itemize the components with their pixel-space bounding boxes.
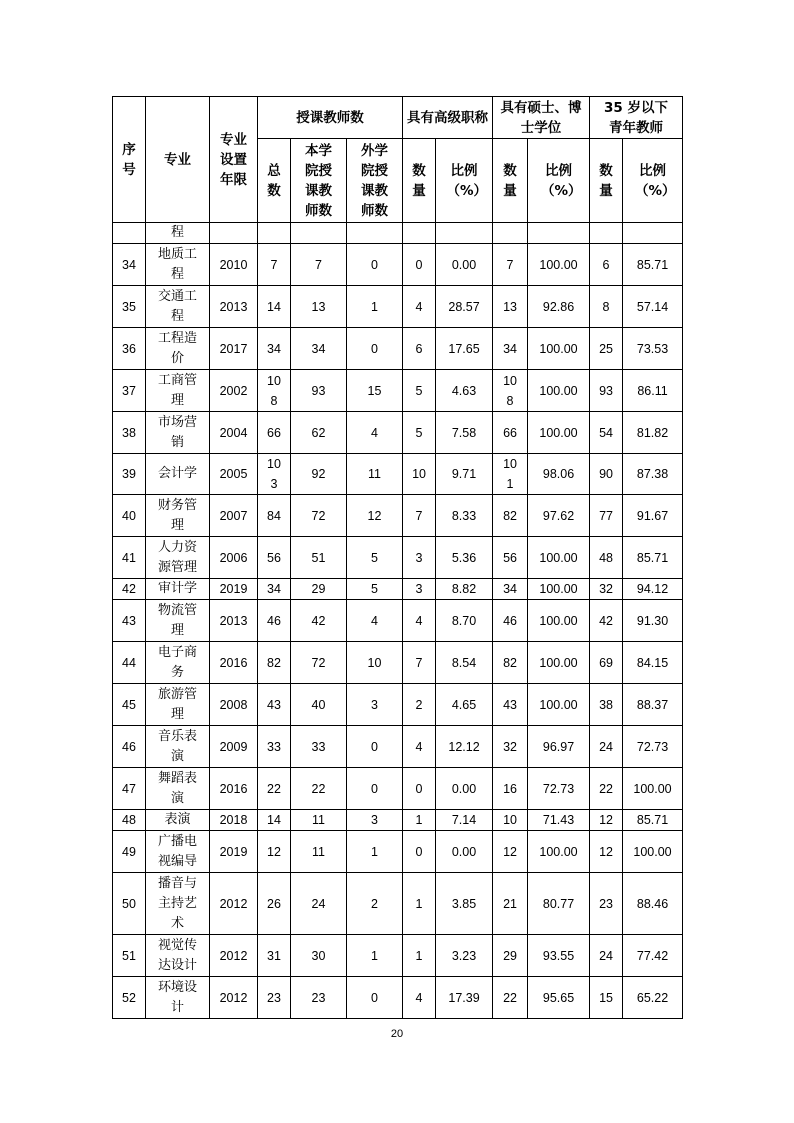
cell-year: 2012 <box>210 873 258 935</box>
cell-senior-count: 4 <box>403 286 436 328</box>
cell-external: 4 <box>347 412 403 454</box>
cell-master-count: 13 <box>493 286 528 328</box>
table-row <box>113 370 683 412</box>
cell-year: 2008 <box>210 684 258 726</box>
cell-senior-count <box>403 223 436 244</box>
cell-external: 0 <box>347 726 403 768</box>
cell-seq: 43 <box>113 600 146 642</box>
cell-total: 82 <box>258 642 291 684</box>
cell-young-ratio: 85.71 <box>623 810 683 831</box>
cell-total: 26 <box>258 873 291 935</box>
header-teachers-group: 授课教师数 <box>258 97 403 139</box>
header-senior-group: 具有高级职称 <box>403 97 493 139</box>
table-row <box>113 831 683 873</box>
cell-master-ratio: 80.77 <box>528 873 590 935</box>
cell-master-ratio: 72.73 <box>528 768 590 810</box>
header-seq: 序号 <box>113 97 146 223</box>
header-teachers-total: 总数 <box>258 139 291 223</box>
cell-seq: 34 <box>113 244 146 286</box>
cell-senior-count: 4 <box>403 600 436 642</box>
cell-master-ratio: 100.00 <box>528 244 590 286</box>
cell-young-count: 24 <box>590 726 623 768</box>
cell-senior-count: 7 <box>403 642 436 684</box>
cell-seq: 37 <box>113 370 146 412</box>
cell-young-ratio: 72.73 <box>623 726 683 768</box>
cell-major: 人力资源管理 <box>146 537 210 579</box>
cell-internal: 29 <box>291 579 347 600</box>
cell-year: 2006 <box>210 537 258 579</box>
header-teachers-internal: 本学院授课教师数 <box>291 139 347 223</box>
cell-senior-ratio: 4.63 <box>436 370 493 412</box>
cell-major: 交通工程 <box>146 286 210 328</box>
cell-year: 2019 <box>210 579 258 600</box>
cell-major: 工程造价 <box>146 328 210 370</box>
cell-master-ratio: 100.00 <box>528 642 590 684</box>
cell-master-count: 22 <box>493 977 528 1019</box>
cell-senior-count: 4 <box>403 977 436 1019</box>
cell-young-count: 38 <box>590 684 623 726</box>
cell-master-ratio: 98.06 <box>528 454 590 495</box>
cell-seq: 48 <box>113 810 146 831</box>
cell-external: 3 <box>347 684 403 726</box>
cell-year: 2007 <box>210 495 258 537</box>
cell-young-count: 24 <box>590 935 623 977</box>
cell-senior-count: 10 <box>403 454 436 495</box>
cell-young-count: 54 <box>590 412 623 454</box>
table-row <box>113 873 683 935</box>
cell-young-ratio: 100.00 <box>623 768 683 810</box>
cell-young-count: 8 <box>590 286 623 328</box>
cell-young-count: 22 <box>590 768 623 810</box>
table-row <box>113 810 683 831</box>
cell-senior-count: 0 <box>403 244 436 286</box>
cell-master-count: 46 <box>493 600 528 642</box>
header-master-group: 具有硕士、博士学位 <box>493 97 590 139</box>
cell-master-count: 66 <box>493 412 528 454</box>
table-row <box>113 768 683 810</box>
cell-master-ratio: 100.00 <box>528 831 590 873</box>
cell-major: 广播电视编导 <box>146 831 210 873</box>
cell-young-count: 23 <box>590 873 623 935</box>
cell-senior-ratio: 0.00 <box>436 244 493 286</box>
cell-young-ratio: 85.71 <box>623 537 683 579</box>
cell-young-ratio: 81.82 <box>623 412 683 454</box>
table-row <box>113 286 683 328</box>
header-master-count: 数量 <box>493 139 528 223</box>
cell-major: 市场营销 <box>146 412 210 454</box>
cell-young-ratio: 100.00 <box>623 831 683 873</box>
cell-master-ratio: 92.86 <box>528 286 590 328</box>
cell-internal: 40 <box>291 684 347 726</box>
cell-total: 43 <box>258 684 291 726</box>
cell-senior-ratio: 0.00 <box>436 768 493 810</box>
cell-total: 56 <box>258 537 291 579</box>
header-major: 专业 <box>146 97 210 223</box>
cell-young-count: 48 <box>590 537 623 579</box>
cell-seq: 46 <box>113 726 146 768</box>
cell-master-ratio: 93.55 <box>528 935 590 977</box>
cell-master-ratio: 100.00 <box>528 370 590 412</box>
header-young-group: 35 岁以下青年教师 <box>590 97 683 139</box>
cell-senior-ratio: 7.14 <box>436 810 493 831</box>
cell-seq <box>113 223 146 244</box>
cell-senior-count: 4 <box>403 726 436 768</box>
header-teachers-external: 外学院授课教师数 <box>347 139 403 223</box>
cell-seq: 42 <box>113 579 146 600</box>
cell-seq: 39 <box>113 454 146 495</box>
cell-master-ratio: 100.00 <box>528 600 590 642</box>
cell-young-ratio: 73.53 <box>623 328 683 370</box>
cell-master-count: 108 <box>493 370 528 412</box>
cell-seq: 51 <box>113 935 146 977</box>
cell-total: 12 <box>258 831 291 873</box>
cell-year: 2016 <box>210 642 258 684</box>
table-row <box>113 935 683 977</box>
cell-senior-ratio: 4.65 <box>436 684 493 726</box>
cell-young-ratio: 86.11 <box>623 370 683 412</box>
cell-senior-ratio: 8.82 <box>436 579 493 600</box>
cell-major: 地质工程 <box>146 244 210 286</box>
cell-young-count: 77 <box>590 495 623 537</box>
cell-senior-ratio: 17.39 <box>436 977 493 1019</box>
cell-year: 2002 <box>210 370 258 412</box>
cell-external <box>347 223 403 244</box>
cell-seq: 41 <box>113 537 146 579</box>
cell-total <box>258 223 291 244</box>
cell-total: 34 <box>258 328 291 370</box>
cell-master-ratio: 95.65 <box>528 977 590 1019</box>
cell-external: 0 <box>347 768 403 810</box>
cell-external: 0 <box>347 977 403 1019</box>
cell-master-count: 29 <box>493 935 528 977</box>
page-number: 20 <box>390 1028 404 1040</box>
cell-master-count <box>493 223 528 244</box>
cell-year: 2013 <box>210 600 258 642</box>
cell-senior-ratio: 7.58 <box>436 412 493 454</box>
cell-internal: 72 <box>291 495 347 537</box>
cell-major: 表演 <box>146 810 210 831</box>
cell-external: 10 <box>347 642 403 684</box>
cell-master-ratio: 96.97 <box>528 726 590 768</box>
cell-major: 环境设计 <box>146 977 210 1019</box>
cell-master-count: 10 <box>493 810 528 831</box>
cell-senior-ratio: 3.23 <box>436 935 493 977</box>
table-row <box>113 642 683 684</box>
cell-young-count: 12 <box>590 810 623 831</box>
cell-internal: 92 <box>291 454 347 495</box>
cell-master-count: 82 <box>493 495 528 537</box>
cell-young-count: 12 <box>590 831 623 873</box>
cell-major: 财务管理 <box>146 495 210 537</box>
cell-master-count: 32 <box>493 726 528 768</box>
cell-senior-ratio: 17.65 <box>436 328 493 370</box>
cell-internal: 34 <box>291 328 347 370</box>
cell-young-ratio: 88.37 <box>623 684 683 726</box>
cell-total: 66 <box>258 412 291 454</box>
table-row <box>113 977 683 1019</box>
cell-seq: 50 <box>113 873 146 935</box>
cell-internal: 11 <box>291 810 347 831</box>
cell-seq: 52 <box>113 977 146 1019</box>
cell-total: 23 <box>258 977 291 1019</box>
cell-internal: 13 <box>291 286 347 328</box>
cell-senior-count: 6 <box>403 328 436 370</box>
cell-major: 会计学 <box>146 454 210 495</box>
cell-young-count <box>590 223 623 244</box>
cell-senior-ratio: 8.54 <box>436 642 493 684</box>
cell-young-count: 15 <box>590 977 623 1019</box>
cell-year: 2009 <box>210 726 258 768</box>
cell-major: 音乐表演 <box>146 726 210 768</box>
cell-external: 11 <box>347 454 403 495</box>
table-row <box>113 495 683 537</box>
header-master-ratio: 比例（%） <box>528 139 590 223</box>
continuation-row <box>113 223 683 244</box>
cell-master-count: 7 <box>493 244 528 286</box>
cell-year: 2016 <box>210 768 258 810</box>
cell-young-ratio: 84.15 <box>623 642 683 684</box>
table-row <box>113 412 683 454</box>
cell-major: 舞蹈表演 <box>146 768 210 810</box>
cell-seq: 38 <box>113 412 146 454</box>
cell-young-ratio: 87.38 <box>623 454 683 495</box>
cell-young-ratio: 57.14 <box>623 286 683 328</box>
cell-master-ratio: 71.43 <box>528 810 590 831</box>
cell-master-ratio: 100.00 <box>528 537 590 579</box>
cell-internal: 23 <box>291 977 347 1019</box>
cell-senior-count: 0 <box>403 831 436 873</box>
cell-senior-ratio: 3.85 <box>436 873 493 935</box>
cell-total: 31 <box>258 935 291 977</box>
cell-internal: 11 <box>291 831 347 873</box>
header-young-count: 数量 <box>590 139 623 223</box>
cell-total: 33 <box>258 726 291 768</box>
cell-young-ratio: 91.67 <box>623 495 683 537</box>
cell-internal: 7 <box>291 244 347 286</box>
cell-internal: 72 <box>291 642 347 684</box>
cell-young-ratio: 77.42 <box>623 935 683 977</box>
cell-young-ratio <box>623 223 683 244</box>
cell-senior-ratio: 5.36 <box>436 537 493 579</box>
cell-internal <box>291 223 347 244</box>
cell-senior-ratio: 28.57 <box>436 286 493 328</box>
header-years: 专业设置年限 <box>210 97 258 223</box>
cell-seq: 44 <box>113 642 146 684</box>
cell-senior-ratio: 0.00 <box>436 831 493 873</box>
cell-young-count: 90 <box>590 454 623 495</box>
cell-year: 2012 <box>210 935 258 977</box>
table-row <box>113 328 683 370</box>
cell-year: 2019 <box>210 831 258 873</box>
cell-master-ratio: 100.00 <box>528 412 590 454</box>
cell-total: 108 <box>258 370 291 412</box>
cell-senior-count: 3 <box>403 537 436 579</box>
table-row <box>113 454 683 495</box>
cell-master-count: 12 <box>493 831 528 873</box>
table-row <box>113 726 683 768</box>
teacher-statistics-table <box>112 96 683 1019</box>
cell-external: 1 <box>347 286 403 328</box>
cell-year <box>210 223 258 244</box>
cell-internal: 30 <box>291 935 347 977</box>
cell-total: 84 <box>258 495 291 537</box>
cell-senior-count: 3 <box>403 579 436 600</box>
cell-young-count: 93 <box>590 370 623 412</box>
cell-internal: 62 <box>291 412 347 454</box>
cell-seq: 36 <box>113 328 146 370</box>
cell-external: 4 <box>347 600 403 642</box>
cell-young-count: 32 <box>590 579 623 600</box>
cell-external: 5 <box>347 579 403 600</box>
cell-total: 34 <box>258 579 291 600</box>
cell-major: 物流管理 <box>146 600 210 642</box>
cell-seq: 49 <box>113 831 146 873</box>
header-young-ratio: 比例（%） <box>623 139 683 223</box>
cell-senior-ratio: 12.12 <box>436 726 493 768</box>
cell-external: 0 <box>347 328 403 370</box>
cell-internal: 93 <box>291 370 347 412</box>
cell-year: 2013 <box>210 286 258 328</box>
cell-external: 3 <box>347 810 403 831</box>
table-row <box>113 537 683 579</box>
cell-young-count: 6 <box>590 244 623 286</box>
cell-external: 1 <box>347 935 403 977</box>
cell-seq: 40 <box>113 495 146 537</box>
cell-master-count: 101 <box>493 454 528 495</box>
cell-master-count: 43 <box>493 684 528 726</box>
cell-master-count: 34 <box>493 579 528 600</box>
table-body <box>113 223 683 1019</box>
cell-total: 22 <box>258 768 291 810</box>
cell-external: 1 <box>347 831 403 873</box>
cell-year: 2018 <box>210 810 258 831</box>
table-row <box>113 579 683 600</box>
table-row <box>113 244 683 286</box>
cell-senior-count: 2 <box>403 684 436 726</box>
cell-young-count: 25 <box>590 328 623 370</box>
cell-major: 审计学 <box>146 579 210 600</box>
cell-master-count: 16 <box>493 768 528 810</box>
cell-external: 2 <box>347 873 403 935</box>
cell-master-count: 21 <box>493 873 528 935</box>
cell-internal: 33 <box>291 726 347 768</box>
cell-external: 0 <box>347 244 403 286</box>
cell-total: 14 <box>258 286 291 328</box>
cell-young-ratio: 88.46 <box>623 873 683 935</box>
cell-senior-ratio: 9.71 <box>436 454 493 495</box>
cell-senior-ratio <box>436 223 493 244</box>
cell-senior-count: 1 <box>403 935 436 977</box>
cell-young-count: 69 <box>590 642 623 684</box>
cell-internal: 24 <box>291 873 347 935</box>
cell-total: 46 <box>258 600 291 642</box>
cell-seq: 35 <box>113 286 146 328</box>
cell-master-ratio: 100.00 <box>528 328 590 370</box>
header-senior-ratio: 比例（%） <box>436 139 493 223</box>
cell-master-count: 56 <box>493 537 528 579</box>
cell-external: 12 <box>347 495 403 537</box>
table-row <box>113 684 683 726</box>
cell-total: 7 <box>258 244 291 286</box>
table-row <box>113 600 683 642</box>
cell-young-ratio: 85.71 <box>623 244 683 286</box>
cell-major: 视觉传达设计 <box>146 935 210 977</box>
cell-year: 2017 <box>210 328 258 370</box>
cell-master-ratio: 100.00 <box>528 579 590 600</box>
header-senior-count: 数量 <box>403 139 436 223</box>
cell-senior-count: 1 <box>403 873 436 935</box>
cell-master-ratio: 97.62 <box>528 495 590 537</box>
cell-young-ratio: 94.12 <box>623 579 683 600</box>
cell-external: 15 <box>347 370 403 412</box>
cell-year: 2005 <box>210 454 258 495</box>
cell-internal: 22 <box>291 768 347 810</box>
cell-seq: 45 <box>113 684 146 726</box>
cell-young-ratio: 65.22 <box>623 977 683 1019</box>
cell-master-ratio <box>528 223 590 244</box>
cell-major: 电子商务 <box>146 642 210 684</box>
cell-major: 程 <box>146 223 210 244</box>
cell-senior-count: 5 <box>403 412 436 454</box>
table-header <box>113 97 683 223</box>
cell-master-count: 82 <box>493 642 528 684</box>
cell-internal: 51 <box>291 537 347 579</box>
cell-major: 播音与主持艺术 <box>146 873 210 935</box>
cell-senior-count: 0 <box>403 768 436 810</box>
cell-year: 2004 <box>210 412 258 454</box>
cell-senior-ratio: 8.70 <box>436 600 493 642</box>
cell-external: 5 <box>347 537 403 579</box>
cell-seq: 47 <box>113 768 146 810</box>
cell-year: 2010 <box>210 244 258 286</box>
cell-senior-count: 1 <box>403 810 436 831</box>
cell-major: 旅游管理 <box>146 684 210 726</box>
cell-internal: 42 <box>291 600 347 642</box>
cell-total: 14 <box>258 810 291 831</box>
cell-major: 工商管理 <box>146 370 210 412</box>
cell-senior-count: 5 <box>403 370 436 412</box>
cell-master-ratio: 100.00 <box>528 684 590 726</box>
cell-young-ratio: 91.30 <box>623 600 683 642</box>
cell-total: 103 <box>258 454 291 495</box>
cell-senior-count: 7 <box>403 495 436 537</box>
cell-senior-ratio: 8.33 <box>436 495 493 537</box>
cell-young-count: 42 <box>590 600 623 642</box>
cell-master-count: 34 <box>493 328 528 370</box>
cell-year: 2012 <box>210 977 258 1019</box>
